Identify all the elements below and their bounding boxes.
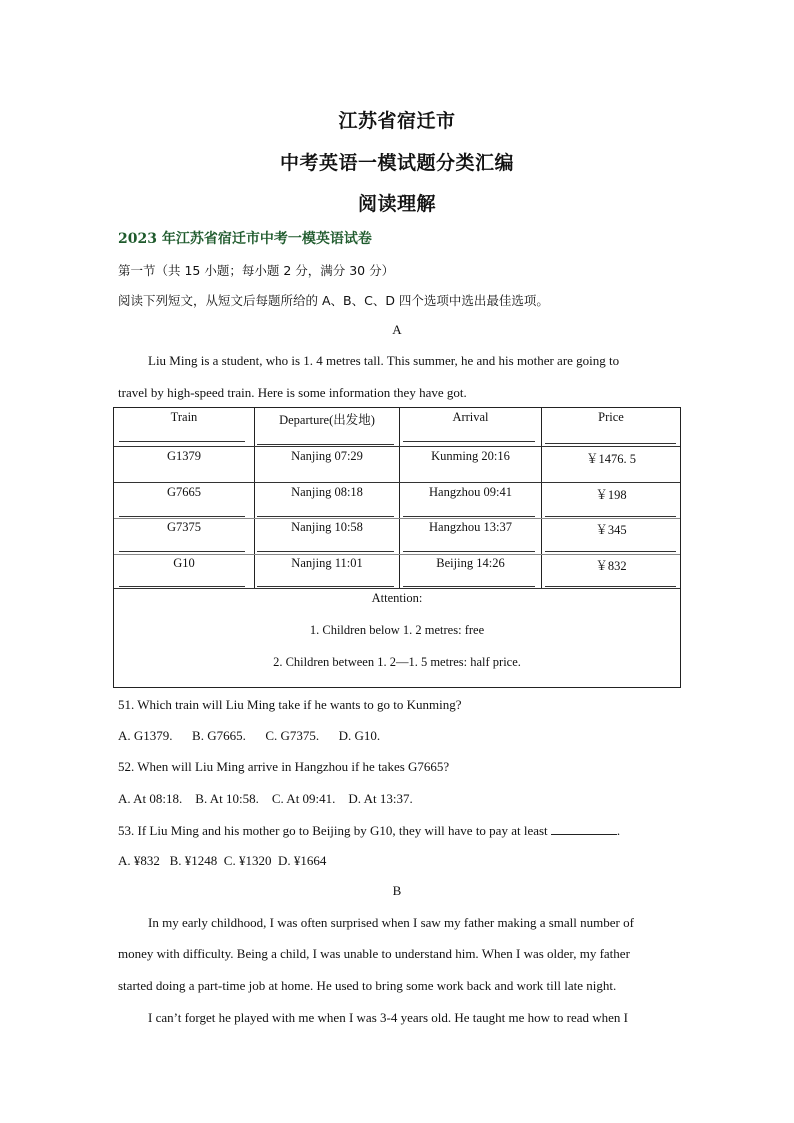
question-51: 51. Which train will Liu Ming take if he wants to go to Kunming? [118,697,462,712]
table-cell-arrival: Kunming 20:16 [431,449,510,463]
attention-title: Attention: [371,591,423,605]
table-cell-departure: Nanjing 07:29 [291,449,363,463]
passage-b-line-3: started doing a part-time job at home. He used to bring some work back and work till late night. [118,978,617,993]
question-52: 52. When will Liu Ming arrive in Hangzhou if he takes G7665? [118,759,450,774]
doc-title-section: 阅读理解 [357,193,436,215]
header-train: Train [170,410,198,424]
table-cell-price: ￥832 [595,559,627,573]
doc-title-region: 江苏省宿迁市 [338,110,456,132]
instruction: 阅读下列短文，从短文后每题所给的 A、B、C、D 四个选项中选出最佳选项。 [118,293,549,308]
attention-item-1: 1. Children below 1. 2 metres: free [309,623,485,637]
passage-b-line-2: money with difficulty. Being a child, I was unable to understand him. When I was older, my father [118,946,630,961]
question-53 [118,822,620,839]
header-price: Price [598,410,624,424]
table-cell-price: ￥345 [595,523,627,537]
header-arrival: Arrival [452,410,489,424]
table-cell-arrival: Hangzhou 13:37 [429,520,512,534]
table-cell-departure: Nanjing 11:01 [291,556,363,570]
train-table [113,407,681,688]
question-53-end: . [616,823,621,838]
table-cell-departure: Nanjing 10:58 [291,520,363,534]
passage-a-line-1: Liu Ming is a student, who is 1. 4 metres tall. This summer, he and his mother are going to [148,353,620,368]
answer-blank [551,822,617,835]
exam-title: 2023 年江苏省宿迁市中考一模英语试卷 [118,231,372,247]
table-cell-arrival: Beijing 14:26 [436,556,505,570]
table-cell-arrival: Hangzhou 09:41 [429,485,512,499]
table-cell-departure: Nanjing 08:18 [291,485,363,499]
table-cell-train: G1379 [166,449,202,463]
passage-b-line-4: I can’t forget he played with me when I was 3-4 years old. He taught me how to read when I [148,1010,629,1025]
question-52-options: A. At 08:18. B. At 10:58. C. At 09:41. D. At 13:37. [118,791,413,806]
header-departure: Departure(出发地) [279,413,375,427]
table-cell-train: G7665 [166,485,202,499]
table-cell-price: ￥1476. 5 [585,452,636,466]
section-info: 第一节（共 15 小题；每小题 2 分，满分 30 分） [118,263,395,278]
passage-b-label: B [392,883,402,898]
table-cell-train: G10 [173,556,195,570]
passage-a-line-2: travel by high-speed train. Here is some information they have got. [118,385,467,400]
table-cell-price: ￥198 [595,488,627,502]
table-cell-train: G7375 [166,520,202,534]
passage-a-label: A [392,322,402,337]
passage-b-line-1: In my early childhood, I was often surprised when I saw my father making a small number of [148,915,634,930]
attention-item-2: 2. Children between 1. 2—1. 5 metres: half price. [273,655,521,669]
doc-title-collection: 中考英语一模试题分类汇编 [279,152,514,174]
question-53-options: A. ¥832 B. ¥1248 C. ¥1320 D. ¥1664 [118,853,327,868]
question-51-options: A. G1379. B. G7665. C. G7375. D. G10. [118,728,381,743]
question-53-text: 53. If Liu Ming and his mother go to Beijing by G10, they will have to pay at least [118,823,548,838]
